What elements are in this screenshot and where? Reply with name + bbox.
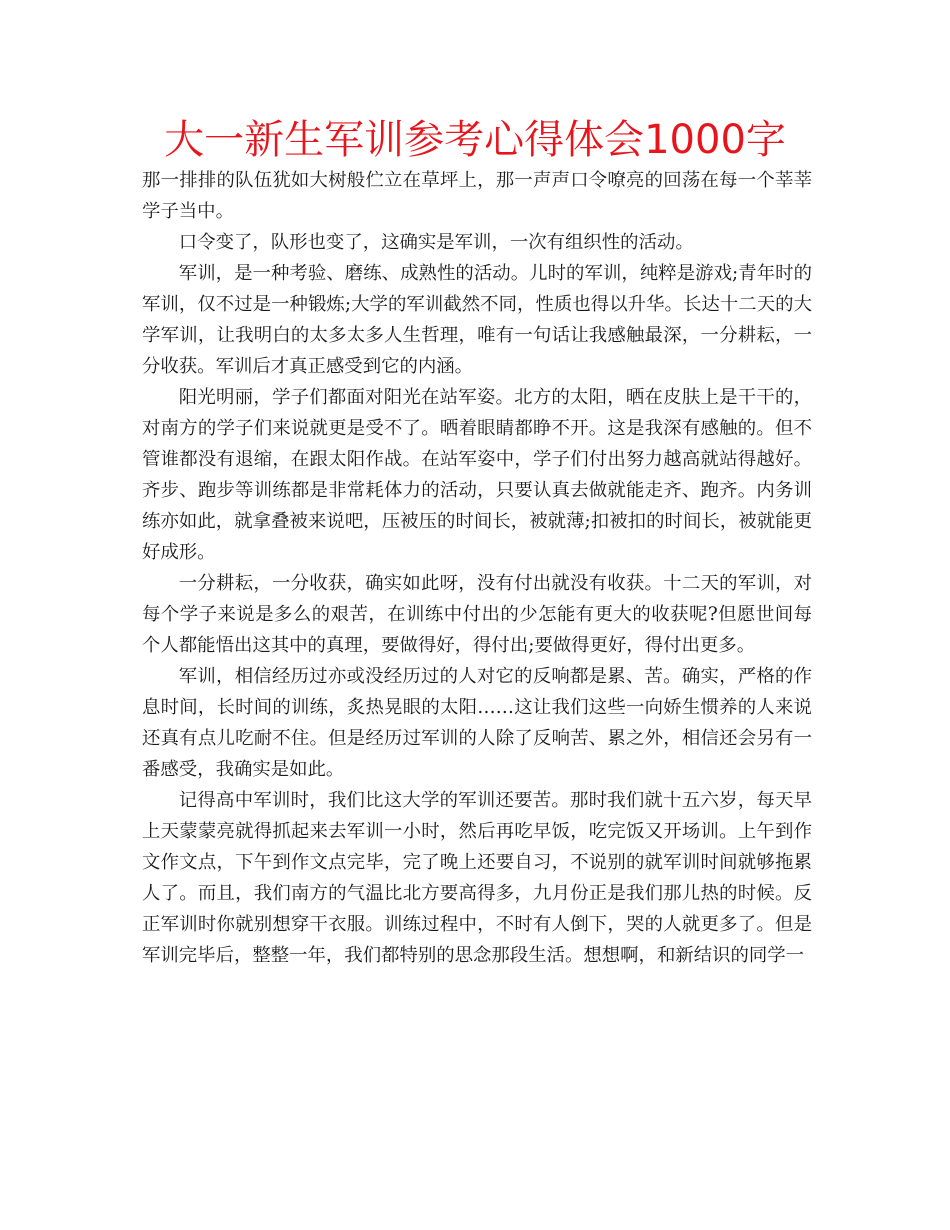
paragraph: 军训，相信经历过亦或没经历过的人对它的反响都是累、苦。确实，严格的作息时间，长时间的训练，炙热晃眼的太阳……这让我们这些一向娇生惯养的人来说还真有点儿吃耐不住。但是经历过军训的人除了反响苦、累之外，相信还会另有一番感受，我确实是如此。 [142, 666, 812, 780]
paragraph: 那一排排的队伍犹如大树般伫立在草坪上，那一声声口令嘹亮的回荡在每一个莘莘学子当中。 [142, 170, 812, 222]
document-title: 大一新生军训参考心得体会1000字 [164, 117, 786, 163]
paragraph: 军训，是一种考验、磨练、成熟性的活动。儿时的军训，纯粹是游戏;青年时的军训，仅不过是一种锻炼;大学的军训截然不同，性质也得以升华。长达十二天的大学军训，让我明白的太多太多人生哲理，唯有一句话让我感触最深，一分耕耘，一分收获。军训后才真正感受到它的内涵。 [142, 263, 812, 377]
paragraph: 阳光明丽，学子们都面对阳光在站军姿。北方的太阳，晒在皮肤上是干干的，对南方的学子们来说就更是受不了。晒着眼睛都睁不开。这是我深有感触的。但不管谁都没有退缩，在跟太阳作战。在站军姿中，学子们付出努力越高就站得越好。齐步、跑步等训练都是非常耗体力的活动，只要认真去做就能走齐、跑齐。内务训练亦如此，就拿叠被来说吧，压被压的时间长，被就薄;扣被扣的时间长，被就能更好成形。 [142, 387, 812, 563]
paragraph: 记得高中军训时，我们比这大学的军训还要苦。那时我们就十五六岁，每天早上天蒙蒙亮就得抓起来去军训一小时，然后再吃早饭，吃完饭又开场训。上午到作文作文点，下午到作文点完毕，完了晚上还要自习，不说别的就军训时间就够拖累人了。而且，我们南方的气温比北方要高得多，九月份正是我们那儿热的时候。反正军训时你就别想穿干衣服。训练过程中，不时有人倒下，哭的人就更多了。但是军训完毕后，整整一年，我们都特别的思念那段生活。想想啊，和新结识的同学一 [142, 790, 812, 966]
paragraph: 口令变了，队形也变了，这确实是军训，一次有组织性的活动。 [178, 232, 694, 253]
paragraph: 一分耕耘，一分收获，确实如此呀，没有付出就没有收获。十二天的军训，对每个学子来说是多么的艰苦，在训练中付出的少怎能有更大的收获呢?但愿世间每个人都能悟出这其中的真理，要做得好，得付出;要做得更好，得付出更多。 [142, 573, 812, 656]
document-body [142, 165, 812, 971]
